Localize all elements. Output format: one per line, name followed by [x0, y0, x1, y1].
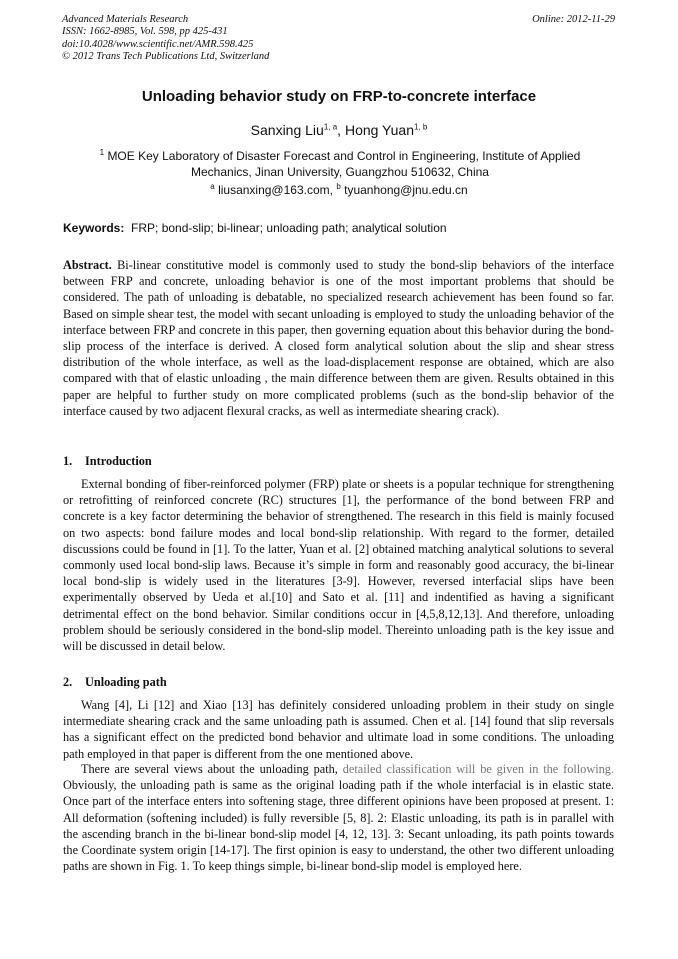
abstract-text: Bi-linear constitutive model is commonly used to study the bond-slip behaviors of the interface between FRP and concrete, unloading behavior is one of the most important problems that should be considered. The path of unloading is debatable, no specialized research achievement has been found so far. Based on simple shear test, the model with secant unloading is employed to study the unloading behavior of the interface between FRP and concrete in this paper, then governing equation about this behavior during the bond-slip process of the interface is derived. A closed form analytical solution about the slip and shear stress distribution of the whole interface, as well as the load-displacement response are obtained, which are also compared with that of elastic unloading , the main difference between them are given. Results obtained in this paper are helpful to further study on more complicated problems (such as the bond-slip behavior of the interface caused by two adjacent flexural cracks, as well as intermediate shearing crack). — [63, 258, 614, 418]
email-separator: , — [329, 183, 337, 197]
section-1-title: Introduction — [85, 454, 152, 468]
section-2-heading — [63, 675, 167, 690]
journal-name: Advanced Materials Research — [62, 14, 189, 25]
email-b-superscript: b — [336, 182, 341, 191]
affiliation-text: MOE Key Laboratory of Disaster Forecast and Control in Engineering, Institute of Applied Mechanics, Jinan University, Guangzhou 510632, China — [107, 149, 581, 179]
email-a: liusanxing@163.com — [218, 183, 330, 197]
section-2-paragraph-2 — [63, 761, 614, 874]
journal-meta — [62, 14, 269, 64]
email-b: tyuanhong@jnu.edu.cn — [344, 183, 468, 197]
author-1-superscript: 1, a — [323, 122, 338, 132]
section-2-title: Unloading path — [85, 675, 167, 689]
author-separator: , — [337, 122, 345, 138]
section-2-p2-grey-text: detailed classification will be given in the following. — [342, 762, 614, 776]
section-2-p2-start: There are several views about the unloading path, — [81, 762, 343, 776]
email-a-superscript: a — [210, 182, 215, 191]
section-2-number: 2. — [63, 675, 73, 689]
affiliation — [70, 148, 610, 180]
online-date: Online: 2012-11-29 — [532, 14, 615, 25]
section-2-p2-rest: Obviously, the unloading path is same as the original loading path if the whole interfacial is in elastic state. Once part of the interface enters into softening stage, three different opinions have been proposed at present. 1: All deformation (softening included) is fully reversible [5, 8]. 2: Elastic unloading, its path is in parallel with the ascending branch in the bi-linear bond-slip model [4, 12, 13]. 3: Secant unloading, its path points towards the Coordinate system origin [14-17]. The first opinion is easy to understand, the other two different unloading paths are shown in Fig. 1. To keep things simple, bi-linear bond-slip model is employed here. — [63, 778, 614, 874]
issn-line: ISSN: 1662-8985, Vol. 598, pp 425-431 — [62, 26, 228, 38]
author-1-name: Sanxing Liu — [250, 122, 324, 138]
email-line — [0, 183, 678, 197]
section-1-paragraph: External bonding of fiber-reinforced polymer (FRP) plate or sheets is a popular technique for strengthening or retrofitting of reinforced concrete (RC) structures [1], the performance of the bond between FRP and concrete is a key factor determining the behavior of strengthened. The research in this field is mainly focused on two aspects: bond failure modes and local bond-slip relationship. With regard to the former, detailed discussions could be found in [1]. To the latter, Yuan et al. [2] obtained matching analytical solutions to several commonly used local bond-slip laws. Because it’s simple in form and reasonably good accuracy, the bi-linear local bond-slip is widely used in the literatures [3-9]. However, reversed interfacial slips have been experimentally observed by Ueda et al.[10] and Sato et al. [11] and indentified as having a significant detrimental effect on the bond behavior. Similar conditions occur in [4,5,8,12,13]. And therefore, unloading problem should be seriously considered in the bond-slip model. Thereinto unloading path is the key issue and will be discussed in detail below. — [63, 477, 614, 654]
section-1-number: 1. — [63, 454, 73, 468]
keywords-text: FRP; bond-slip; bi-linear; unloading path; analytical solution — [131, 221, 447, 235]
paper-title: Unloading behavior study on FRP-to-concrete interface — [141, 88, 537, 105]
section-1-heading — [63, 454, 152, 469]
author-2-superscript: 1, b — [413, 122, 428, 132]
author-line — [0, 122, 678, 138]
abstract-paragraph — [63, 257, 614, 419]
author-2-name: Hong Yuan — [344, 122, 414, 138]
doi-line: doi:10.4028/www.scientific.net/AMR.598.425 — [62, 38, 254, 50]
abstract-label: Abstract. — [63, 258, 112, 272]
keywords — [63, 221, 447, 235]
copyright-line: © 2012 Trans Tech Publications Ltd, Switzerland — [62, 51, 270, 63]
keywords-label: Keywords: — [63, 221, 125, 235]
affiliation-superscript: 1 — [99, 148, 105, 157]
section-2-paragraph-1: Wang [4], Li [12] and Xiao [13] has definitely considered unloading problem in their study on single intermediate shearing crack and the same unloading path is assumed. Chen et al. [14] found that slip reversals has a significant effect on the predicted bond behavior and ultimate load in some conditions. The unloading path employed in that paper is different from the one mentioned above. — [63, 698, 614, 761]
